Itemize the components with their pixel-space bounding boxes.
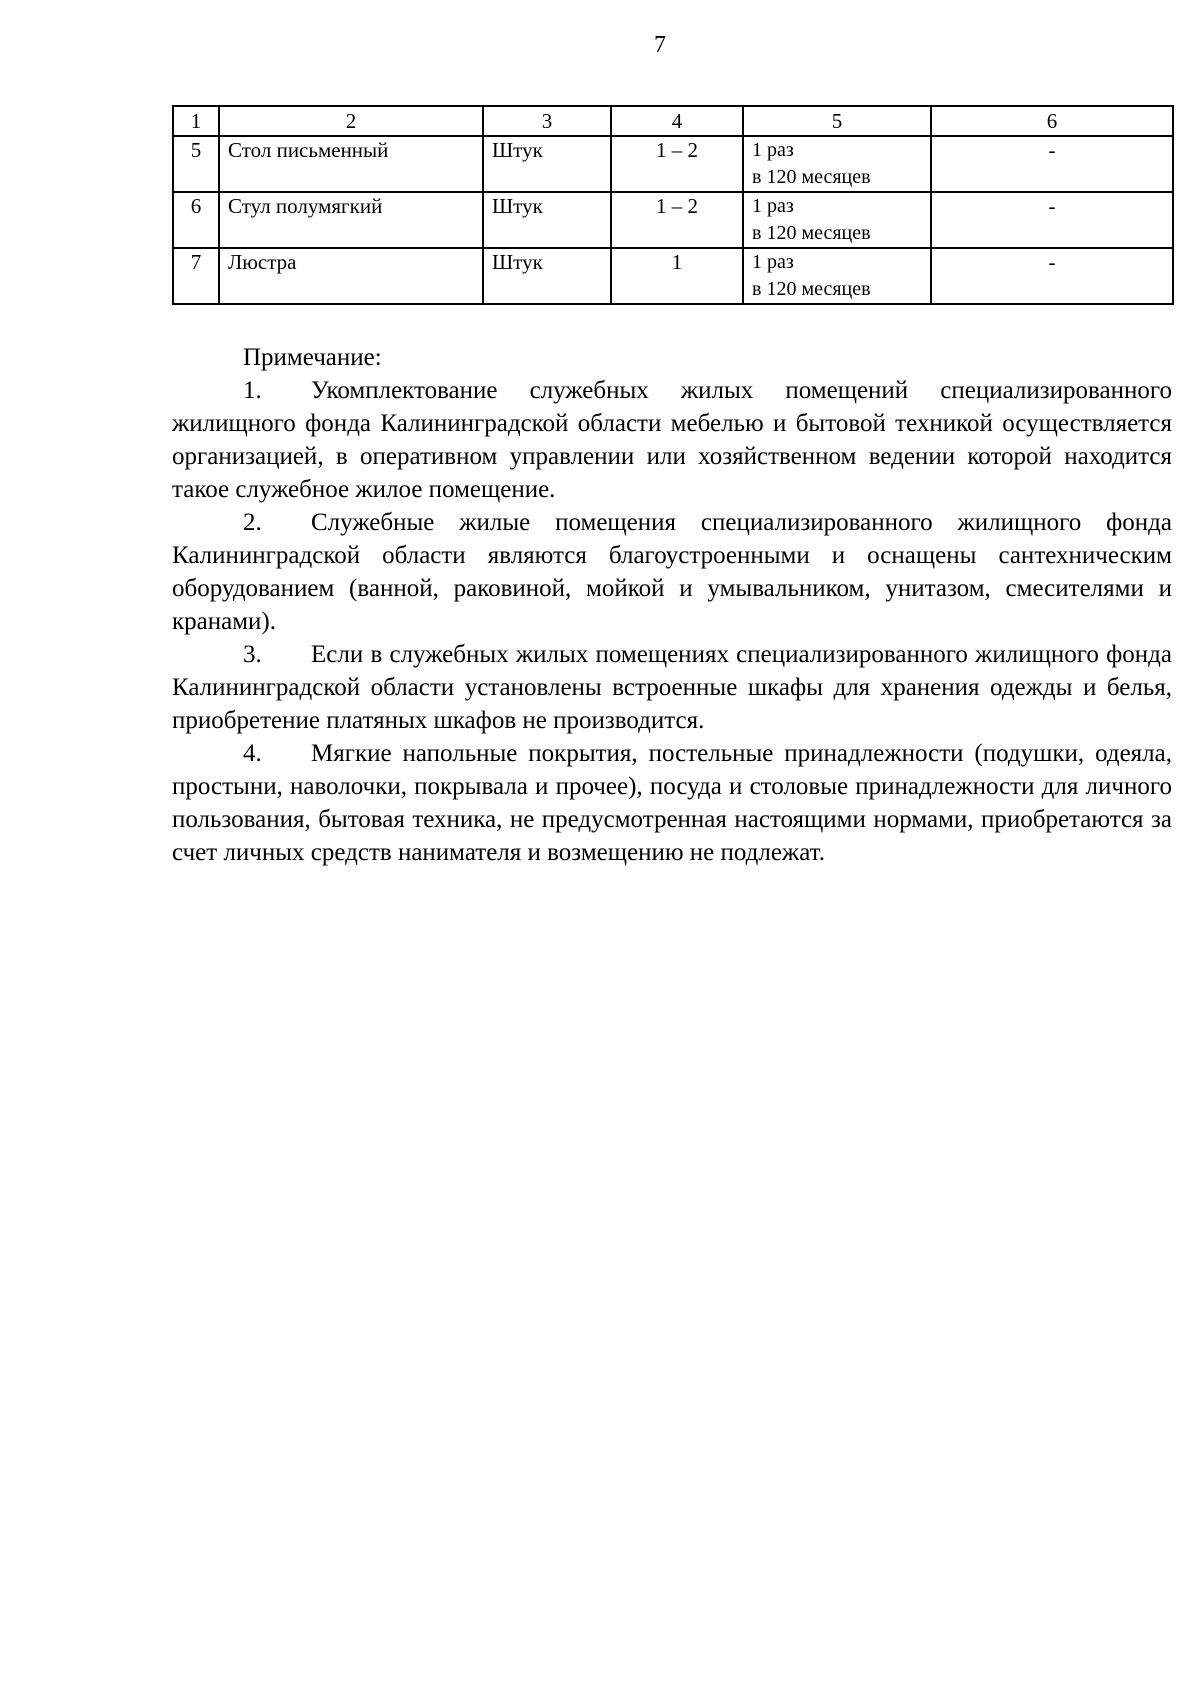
table-row [173,136,1173,192]
item-period [743,248,931,304]
item-unit: Штук [483,248,611,304]
table-header-row [173,106,1173,136]
column-number-6: 6 [931,106,1173,136]
note-number: 3. [243,641,262,668]
item-quantity: 1 – 2 [611,136,743,192]
note-text: Укомплектование служебных жилых помещений специализированного жилищного фонда Калининградской области мебелью и бытовой техникой осуществляется организацией, в оперативном управлении или хозяйственном ведении которой находится такое служебное жилое помещение. [172,377,1172,503]
note-text: Мягкие напольные покрытия, постельные принадлежности (подушки, одеяла, простыни, наволочки, покрывала и прочее), посуда и столовые принадлежности для личного пользования, бытовая техника, не предусмотренная настоящими нормами, приобретаются за счет личных средств нанимателя и возмещению не подлежат. [172,740,1172,866]
column-number-2: 2 [219,106,483,136]
notes-section [172,341,1172,869]
column-number-3: 3 [483,106,611,136]
row-number: 7 [173,248,219,304]
item-note: - [931,248,1173,304]
period-line-1: 1 раз [752,139,794,161]
item-period [743,136,931,192]
period-line-1: 1 раз [752,195,794,217]
note-item-4 [172,737,1172,869]
item-note: - [931,192,1173,248]
item-quantity: 1 – 2 [611,192,743,248]
column-number-4: 4 [611,106,743,136]
item-period [743,192,931,248]
period-line-2: в 120 месяцев [752,166,871,188]
note-number: 4. [243,740,262,767]
note-item-2 [172,506,1172,638]
note-text: Служебные жилые помещения специализированного жилищного фонда Калининградской области являются благоустроенными и оснащены сантехническим оборудованием (ванной, раковиной, мойкой и умывальником, унитазом, смесителями и кранами). [172,509,1172,635]
period-line-2: в 120 месяцев [752,278,871,300]
item-name: Стол письменный [219,136,483,192]
item-name: Люстра [219,248,483,304]
table-row [173,192,1173,248]
period-line-1: 1 раз [752,251,794,273]
note-item-3 [172,638,1172,737]
notes-heading: Примечание: [243,344,382,371]
note-number: 1. [243,377,262,404]
row-number: 5 [173,136,219,192]
item-unit: Штук [483,136,611,192]
item-note: - [931,136,1173,192]
row-number: 6 [173,192,219,248]
furniture-norms-table [172,105,1174,305]
note-number: 2. [243,509,262,536]
column-number-1: 1 [173,106,219,136]
note-text: Если в служебных жилых помещениях специализированного жилищного фонда Калининградской области установлены встроенные шкафы для хранения одежды и белья, приобретение платяных шкафов не производится. [172,641,1172,734]
period-line-2: в 120 месяцев [752,222,871,244]
item-unit: Штук [483,192,611,248]
table-row [173,248,1173,304]
column-number-5: 5 [743,106,931,136]
item-name: Стул полумягкий [219,192,483,248]
item-quantity: 1 [611,248,743,304]
note-item-1 [172,374,1172,506]
page-number: 7 [654,32,666,58]
